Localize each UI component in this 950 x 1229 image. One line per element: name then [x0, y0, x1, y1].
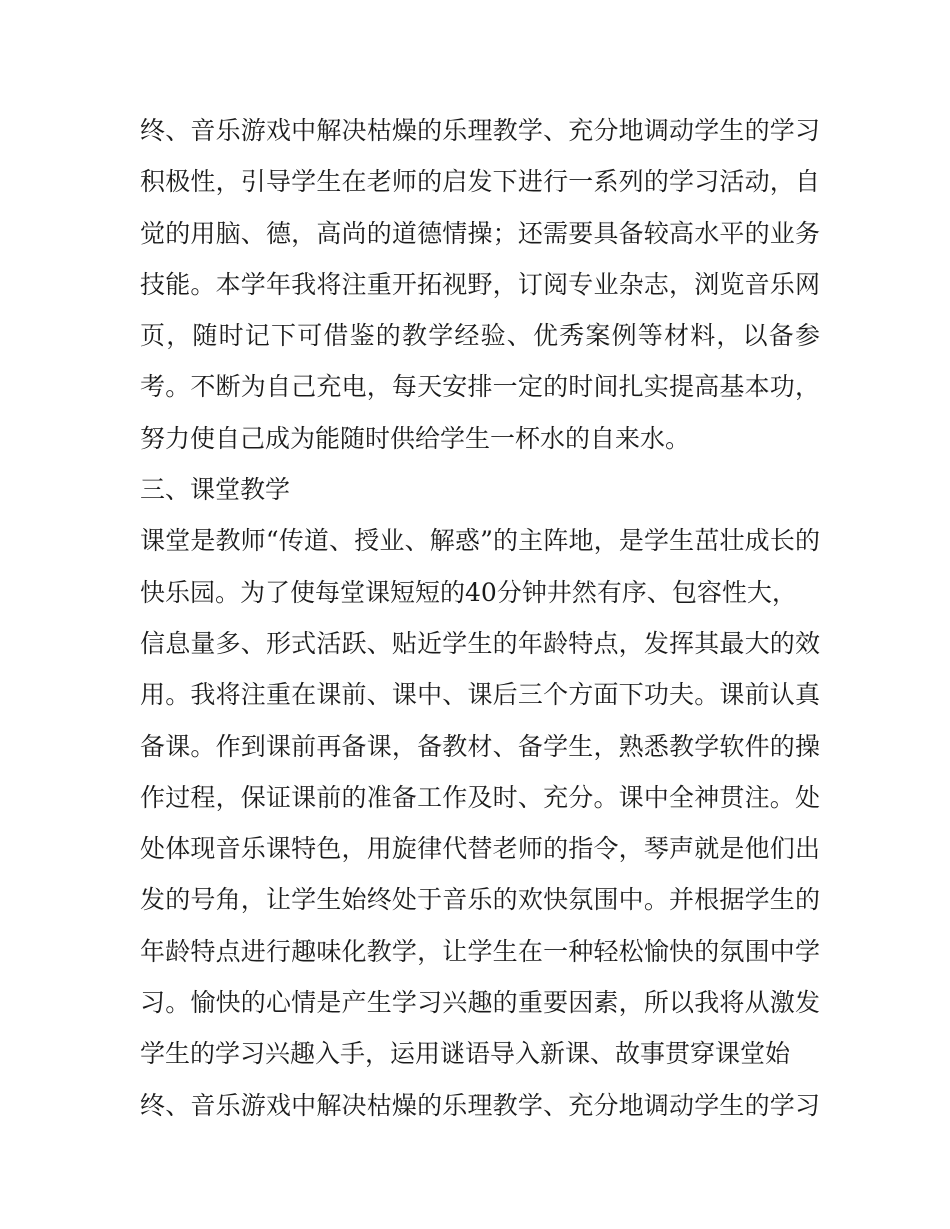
text-line: 页，随时记下可借鉴的教学经验、优秀案例等材料，以备参: [140, 321, 820, 351]
text-line: 年龄特点进行趣味化教学，让学生在一种轻松愉快的氛围中学: [140, 936, 820, 966]
text-line: 技能。本学年我将注重开拓视野，订阅专业杂志，浏览音乐网: [140, 269, 820, 299]
text-line: 发的号角，让学生始终处于音乐的欢快氛围中。并根据学生的: [140, 885, 820, 915]
text-line: 习。愉快的心情是产生学习兴趣的重要因素，所以我将从激发: [140, 988, 820, 1018]
text-line: 快乐园。为了使每堂课短短的40分钟井然有序、包容性大，: [140, 577, 797, 607]
text-line: 课堂是教师“传道、授业、解惑”的主阵地，是学生茁壮成长的: [140, 526, 820, 556]
text-line: 努力使自己成为能随时供给学生一杯水的自来水。: [140, 423, 691, 453]
text-line: 作过程，保证课前的准备工作及时、充分。课中全神贯注。处: [140, 782, 820, 812]
text-line: 学生的学习兴趣入手，运用谜语导入新课、故事贯穿课堂始: [140, 1039, 791, 1069]
section-heading: 三、课堂教学: [140, 475, 291, 505]
text-line: 信息量多、形式活跃、贴近学生的年龄特点，发挥其最大的效: [140, 628, 820, 658]
body-text: [140, 105, 820, 1131]
text-line: 处体现音乐课特色，用旋律代替老师的指令，琴声就是他们出: [140, 834, 820, 864]
text-line: 备课。作到课前再备课，备教材、备学生，熟悉教学软件的操: [140, 731, 820, 761]
text-line: 终、音乐游戏中解决枯燥的乐理教学、充分地调动学生的学习: [140, 1090, 820, 1120]
text-line: 觉的用脑、德，高尚的道德情操；还需要具备较高水平的业务: [140, 218, 820, 248]
text-line: 用。我将注重在课前、课中、课后三个方面下功夫。课前认真: [140, 680, 820, 710]
text-line: 考。不断为自己充电，每天安排一定的时间扎实提高基本功，: [140, 372, 820, 402]
text-line: 积极性，引导学生在老师的启发下进行一系列的学习活动，自: [140, 167, 820, 197]
text-line: 终、音乐游戏中解决枯燥的乐理教学、充分地调动学生的学习: [140, 116, 820, 145]
